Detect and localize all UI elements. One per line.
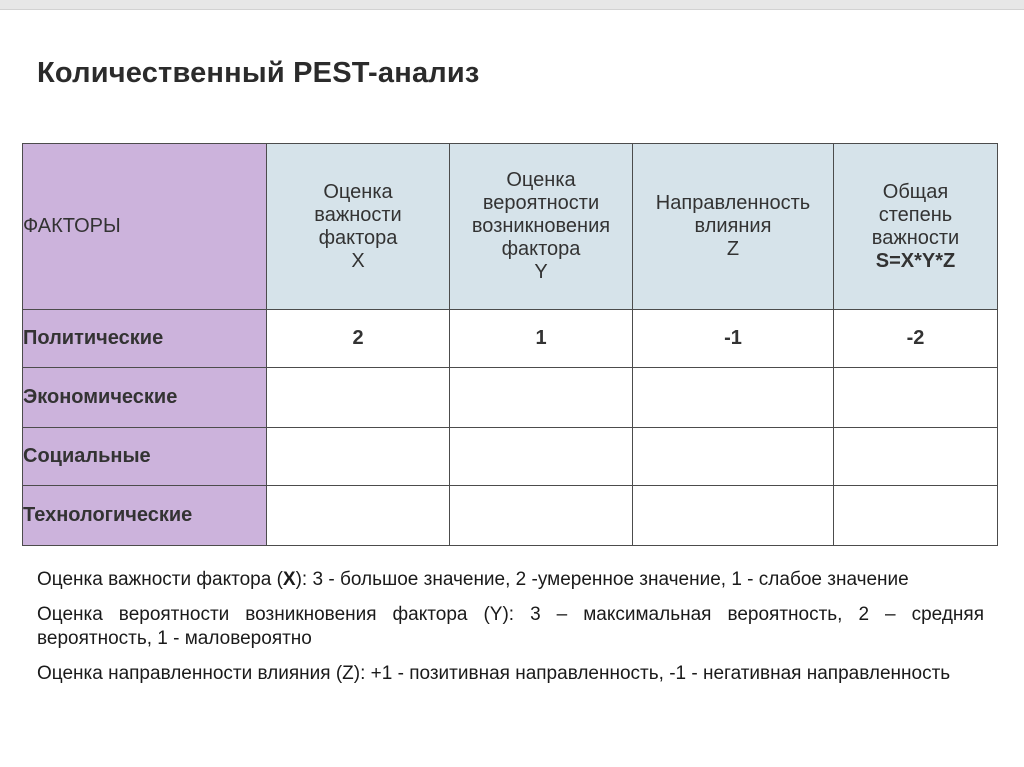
cell-social-s xyxy=(834,428,998,486)
cell-technological-z xyxy=(633,486,834,546)
slide-title: Количественный PEST-анализ xyxy=(37,57,480,89)
cell-economic-x xyxy=(267,368,450,428)
col-header-x: Оценка важности фактора X xyxy=(267,144,450,310)
col-header-s: Общая степень важности S=X*Y*Z xyxy=(834,144,998,310)
pest-table xyxy=(22,143,998,546)
cell-economic-y xyxy=(450,368,633,428)
cell-social-y xyxy=(450,428,633,486)
note-z: Оценка направленности влияния (Z): +1 - позитивная направленность, -1 - негативная направленность xyxy=(37,663,951,684)
table-row xyxy=(23,428,998,486)
cell-social-z xyxy=(633,428,834,486)
cell-technological-y xyxy=(450,486,633,546)
table-row xyxy=(23,486,998,546)
cell-political-x: 2 xyxy=(267,310,450,368)
cell-economic-z xyxy=(633,368,834,428)
cell-economic-s xyxy=(834,368,998,428)
col-header-y: Оценка вероятности возникновения фактора Y xyxy=(450,144,633,310)
table-header-row xyxy=(23,144,998,310)
cell-political-z: -1 xyxy=(633,310,834,368)
table-row xyxy=(23,310,998,368)
row-label-technological: Технологические xyxy=(23,486,267,546)
cell-technological-x xyxy=(267,486,450,546)
note-x: Оценка важности фактора (X): 3 - большое значение, 2 -умеренное значение, 1 - слабое значение xyxy=(37,569,909,590)
cell-political-s: -2 xyxy=(834,310,998,368)
row-label-social: Социальные xyxy=(23,428,267,486)
cell-technological-s xyxy=(834,486,998,546)
note-y: Оценка вероятности возникновения фактора (Y): 3 – максимальная вероятность, 2 – средняя вероятность, 1 - маловероятно xyxy=(37,604,984,649)
factors-header: ФАКТОРЫ xyxy=(23,144,267,310)
top-divider xyxy=(0,0,1024,10)
col-header-z: Направленность влияния Z xyxy=(633,144,834,310)
row-label-economic: Экономические xyxy=(23,368,267,428)
legend-notes xyxy=(37,568,984,697)
row-label-political: Политические xyxy=(23,310,267,368)
cell-social-x xyxy=(267,428,450,486)
table-row xyxy=(23,368,998,428)
cell-political-y: 1 xyxy=(450,310,633,368)
